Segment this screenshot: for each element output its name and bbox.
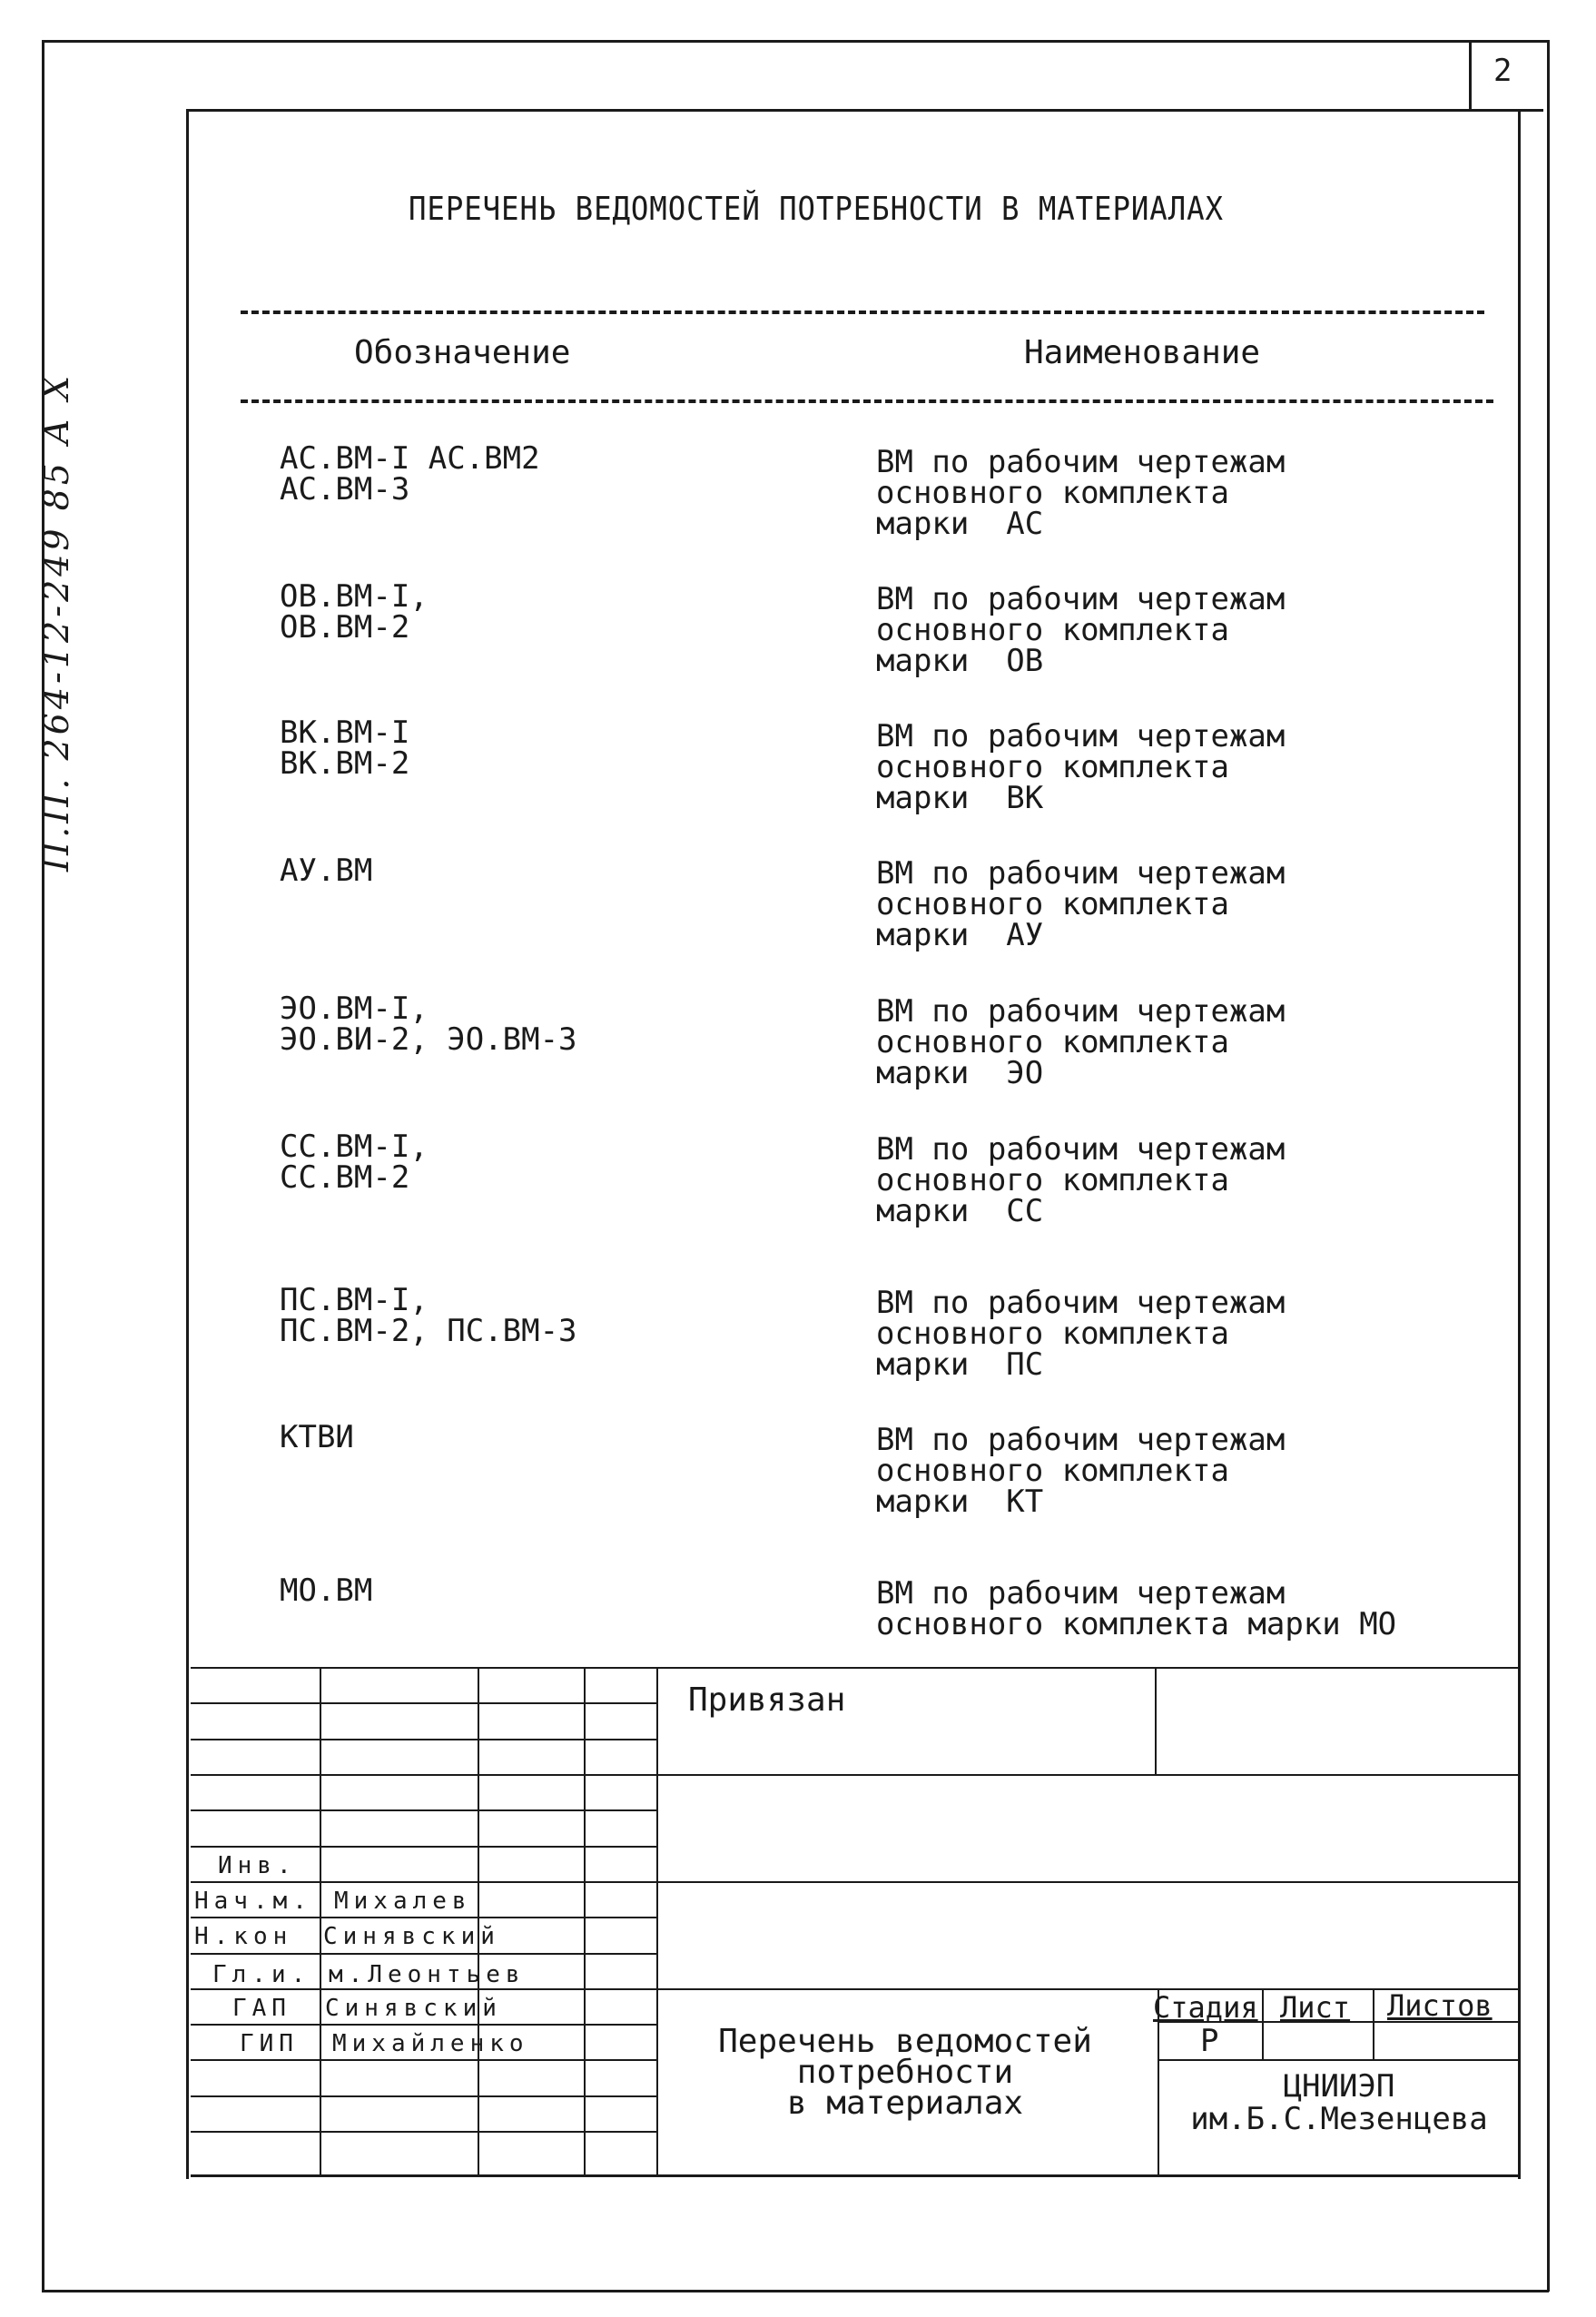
stamp-stage-value: Р [1200,2023,1219,2059]
row-desc: ВМ по рабочим чертежам основного комплекта марки АУ [876,855,1286,953]
row-desc: ВМ по рабочим чертежам основного комплекта марки АС [876,444,1286,542]
stamp-vline [1155,1667,1157,1776]
stamp-line [191,1809,658,1811]
stamp-vline [320,1667,321,2175]
stamp-line [191,2024,658,2026]
row-desc: ВМ по рабочим чертежам основного комплекта марки ВК [876,718,1286,816]
stamp-sheet-label: Лист [1280,1990,1351,2025]
stamp-line [191,2174,1518,2177]
header-dash-bottom [241,399,1493,403]
stamp-organization: ЦНИИЭП им.Б.С.Мезенцева [1190,2068,1488,2137]
stamp-line [191,2059,658,2061]
stamp-vline [1262,1988,1264,2061]
stamp-vline [584,1667,586,2175]
row-desc: ВМ по рабочим чертежам основного комплекта марки ОВ [876,581,1286,679]
row-desc: ВМ по рабочим чертежам основного комплекта марки МО [876,1575,1397,1642]
stamp-role: Нач.м. [194,1888,312,1915]
row-code: ВК.ВМ-I ВК.ВМ-2 [280,715,410,782]
page-title: ПЕРЕЧЕНЬ ВЕДОМОСТЕЙ ПОТРЕБНОСТИ В МАТЕРИАЛАХ [409,191,1224,228]
stamp-linked-label: Привязан [688,1681,846,1719]
row-desc: ВМ по рабочим чертежам основного комплекта марки СС [876,1131,1286,1229]
stamp-line [191,1774,1518,1776]
stamp-line [191,1846,658,1848]
row-code: АС.ВМ-I АС.ВМ2 АС.ВМ-3 [280,440,540,508]
stamp-sheets-label: Листов [1387,1988,1493,2023]
stamp-line [191,1917,658,1918]
row-desc: ВМ по рабочим чертежам основного комплекта марки ЭО [876,993,1286,1091]
side-label: П.П. 264-12-249 85 А X [36,371,76,872]
row-code: ОВ.ВМ-I, ОВ.ВМ-2 [280,578,429,646]
stamp-stage-label: Стадия [1153,1990,1258,2025]
stamp-person: Синявский [323,1923,500,1950]
header-designation: Обозначение [354,334,571,371]
stamp-vline [478,1667,479,2175]
row-code: ЭО.ВМ-I, ЭО.ВИ-2, ЭО.ВМ-3 [280,991,577,1058]
stamp-role: ГИП [240,2030,299,2057]
row-code: СС.ВМ-I, СС.ВМ-2 [280,1129,429,1196]
row-desc: ВМ по рабочим чертежам основного комплекта марки ПС [876,1285,1286,1383]
page-number: 2 [1493,53,1512,89]
inner-frame-top [186,109,1543,112]
row-code: КТВИ [280,1419,354,1455]
stamp-person: Синявский [325,1995,502,2022]
stamp-line [191,2095,658,2097]
inner-frame-left [186,109,189,2179]
stamp-inv-label: Инв. [218,1852,297,1879]
stamp-person: Михалев [334,1888,472,1915]
page-number-box-left [1469,40,1472,111]
stamp-line [191,1953,658,1955]
row-code: АУ.ВМ [280,853,373,889]
stamp-role: Гл.и. [212,1961,311,1988]
stamp-doc-title: Перечень ведомостей потребности в материалах [718,2023,1092,2122]
inner-frame-right [1518,109,1521,2179]
stamp-line [191,1667,1518,1669]
stamp-line [1158,2059,1518,2061]
row-code: ПС.ВМ-I, ПС.ВМ-2, ПС.ВМ-3 [280,1282,577,1349]
outer-frame-top [42,40,1549,43]
stamp-vline [1373,1988,1374,2061]
stamp-line [191,1881,1518,1883]
stamp-person: м.Леонтьев [329,1961,526,1988]
outer-frame-right [1547,40,1550,2292]
stamp-person: Михайленко [332,2030,529,2057]
header-dash-top [241,311,1484,314]
outer-frame-bottom [42,2290,1549,2292]
stamp-line [191,1702,658,1704]
stamp-line [191,1739,658,1740]
stamp-line [191,2131,658,2133]
row-code: МО.ВМ [280,1573,373,1609]
row-desc: ВМ по рабочим чертежам основного комплекта марки КТ [876,1422,1286,1520]
header-name: Наименование [1024,334,1261,371]
stamp-role: ГАП [232,1995,291,2022]
stamp-role: Н.кон [194,1923,293,1950]
